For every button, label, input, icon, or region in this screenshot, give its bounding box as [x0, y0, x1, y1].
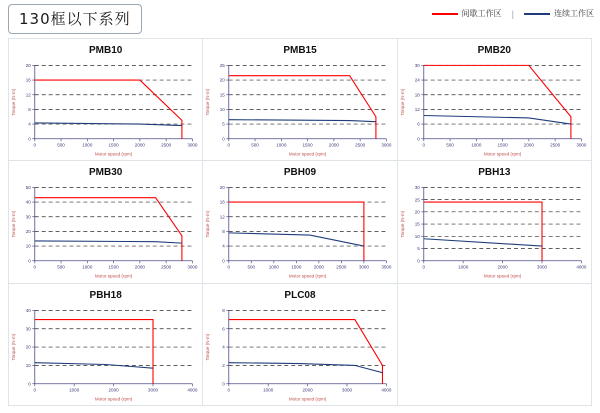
svg-text:0: 0 — [28, 381, 31, 387]
svg-text:1000: 1000 — [69, 387, 80, 393]
x-axis-label: Motor speed (rpm) — [483, 273, 521, 279]
x-axis-label: Motor speed (rpm) — [289, 151, 327, 157]
chart-cell — [9, 161, 203, 283]
x-axis-label: Motor speed (rpm) — [289, 273, 327, 279]
svg-text:500: 500 — [57, 265, 65, 271]
chart-title: PMB30 — [88, 167, 123, 179]
svg-text:1000: 1000 — [457, 265, 468, 271]
svg-text:2000: 2000 — [497, 265, 508, 271]
chart-title: PMB20 — [477, 45, 511, 56]
y-axis-label: Torque (N·m) — [205, 210, 211, 238]
svg-text:0: 0 — [227, 142, 231, 148]
svg-text:3000: 3000 — [359, 265, 370, 271]
svg-text:25: 25 — [414, 197, 420, 203]
svg-text:6: 6 — [222, 326, 226, 332]
svg-text:3500: 3500 — [381, 265, 392, 271]
svg-text:24: 24 — [414, 77, 420, 83]
chart-title: PLC08 — [284, 289, 316, 301]
svg-text:4000: 4000 — [381, 387, 392, 393]
svg-text:1500: 1500 — [291, 265, 302, 271]
svg-text:2000: 2000 — [134, 265, 145, 271]
series-intermittent — [35, 319, 153, 383]
svg-text:1000: 1000 — [82, 142, 93, 148]
svg-text:0: 0 — [33, 142, 37, 148]
series-intermittent — [423, 202, 541, 261]
svg-text:3000: 3000 — [536, 265, 547, 271]
legend-label-continuous: 连续工作区 — [554, 9, 594, 18]
svg-text:3000: 3000 — [187, 265, 198, 271]
y-axis-label: Torque (N·m) — [205, 333, 211, 361]
svg-text:1500: 1500 — [108, 142, 119, 148]
plot-area — [203, 57, 396, 161]
series-intermittent — [35, 198, 182, 261]
svg-text:2000: 2000 — [302, 387, 313, 393]
x-axis-label: Motor speed (rpm) — [289, 396, 327, 402]
chart-cell — [9, 39, 203, 161]
y-axis-label: Torque (N·m) — [10, 210, 16, 238]
svg-text:40: 40 — [25, 307, 31, 313]
svg-text:8: 8 — [28, 107, 31, 113]
svg-text:2500: 2500 — [355, 142, 366, 148]
svg-text:2500: 2500 — [336, 265, 347, 271]
series-intermittent — [423, 65, 570, 138]
svg-text:18: 18 — [414, 92, 420, 98]
legend-swatch-intermittent — [432, 13, 458, 15]
svg-text:1000: 1000 — [263, 387, 274, 393]
legend — [432, 8, 594, 19]
y-axis-label: Torque (N·m) — [10, 88, 16, 116]
series-continuous — [423, 116, 570, 125]
svg-text:20: 20 — [414, 209, 420, 215]
svg-text:16: 16 — [25, 77, 31, 83]
svg-text:0: 0 — [422, 142, 425, 148]
svg-text:1000: 1000 — [82, 265, 93, 271]
svg-text:8: 8 — [222, 229, 226, 235]
svg-text:2000: 2000 — [523, 142, 534, 148]
series-intermittent — [229, 76, 376, 139]
y-axis-label: Torque (N·m) — [10, 333, 16, 361]
svg-text:1500: 1500 — [302, 142, 313, 148]
svg-text:12: 12 — [414, 107, 420, 113]
svg-text:25: 25 — [220, 63, 226, 69]
svg-text:8: 8 — [222, 307, 226, 313]
svg-text:10: 10 — [220, 107, 226, 113]
svg-text:0: 0 — [227, 387, 231, 393]
svg-text:2000: 2000 — [108, 387, 119, 393]
svg-text:5: 5 — [222, 121, 226, 127]
chart-cell — [9, 284, 203, 406]
plot-area — [398, 179, 591, 283]
plot-area — [9, 302, 202, 406]
series-intermittent — [229, 319, 383, 383]
svg-text:30: 30 — [414, 63, 420, 69]
svg-text:1000: 1000 — [276, 142, 287, 148]
svg-text:0: 0 — [222, 258, 226, 264]
svg-text:3000: 3000 — [381, 142, 392, 148]
svg-text:1500: 1500 — [108, 265, 119, 271]
svg-text:3000: 3000 — [147, 387, 159, 393]
svg-text:2500: 2500 — [549, 142, 560, 148]
plot-area — [203, 302, 396, 406]
svg-text:0: 0 — [33, 387, 37, 393]
svg-text:2000: 2000 — [134, 142, 145, 148]
chart-title: PMB10 — [88, 45, 123, 56]
svg-text:20: 20 — [25, 344, 31, 350]
svg-text:12: 12 — [220, 214, 226, 220]
svg-text:0: 0 — [28, 136, 31, 142]
svg-text:30: 30 — [25, 214, 31, 220]
chart-cell — [203, 39, 397, 161]
chart-cell — [203, 284, 397, 406]
chart-plot — [203, 57, 396, 161]
legend-separator: | — [511, 8, 514, 19]
svg-text:12: 12 — [25, 92, 31, 98]
plot-area — [398, 57, 591, 161]
svg-text:4000: 4000 — [576, 265, 587, 271]
series-continuous — [35, 241, 182, 243]
chart-plot — [9, 57, 202, 161]
svg-text:1000: 1000 — [470, 142, 482, 148]
plot-area — [203, 179, 396, 283]
series-continuous — [423, 239, 541, 246]
legend-label-intermittent: 间歇工作区 — [461, 9, 502, 18]
legend-swatch-continuous — [524, 13, 550, 15]
x-axis-label: Motor speed (rpm) — [483, 151, 521, 157]
svg-text:20: 20 — [220, 77, 226, 83]
svg-text:20: 20 — [25, 63, 31, 69]
svg-text:0: 0 — [416, 258, 420, 264]
x-axis-label: Motor speed (rpm) — [94, 151, 133, 157]
chart-title: PBH13 — [478, 167, 511, 179]
svg-text:10: 10 — [414, 234, 420, 240]
svg-text:10: 10 — [25, 362, 31, 368]
svg-text:6: 6 — [416, 121, 420, 127]
page-header — [0, 0, 600, 34]
y-axis-label: Torque (N·m) — [205, 88, 211, 116]
svg-text:1500: 1500 — [497, 142, 508, 148]
chart-plot — [9, 302, 202, 406]
series-continuous — [229, 362, 383, 372]
x-axis-label: Motor speed (rpm) — [94, 273, 133, 279]
legend-item-continuous — [524, 8, 594, 19]
chart-plot — [203, 302, 396, 406]
chart-cell — [398, 161, 592, 283]
svg-text:3000: 3000 — [342, 387, 353, 393]
chart-cell-empty — [398, 284, 592, 406]
svg-text:2500: 2500 — [161, 265, 172, 271]
svg-text:20: 20 — [25, 229, 31, 235]
svg-text:500: 500 — [57, 142, 65, 148]
svg-text:30: 30 — [414, 185, 420, 191]
svg-text:0: 0 — [28, 258, 31, 264]
chart-title: PBH09 — [283, 167, 317, 179]
series-continuous — [229, 233, 364, 246]
svg-text:0: 0 — [416, 136, 420, 142]
chart-cell — [398, 39, 592, 161]
svg-text:1000: 1000 — [269, 265, 280, 271]
series-continuous — [229, 120, 376, 122]
plot-area — [9, 57, 202, 161]
chart-grid — [8, 38, 592, 406]
svg-text:0: 0 — [33, 265, 37, 271]
svg-text:40: 40 — [25, 200, 31, 206]
legend-item-intermittent — [432, 8, 502, 19]
svg-text:2: 2 — [222, 362, 226, 368]
x-axis-label: Motor speed (rpm) — [94, 396, 133, 402]
svg-text:0: 0 — [422, 265, 425, 271]
page-title: 130框以下系列 — [8, 4, 142, 34]
svg-text:50: 50 — [25, 185, 31, 191]
svg-text:0: 0 — [222, 381, 226, 387]
chart-cell — [203, 161, 397, 283]
svg-text:4000: 4000 — [187, 387, 198, 393]
y-axis-label: Torque (N·m) — [399, 210, 405, 238]
svg-text:10: 10 — [25, 244, 31, 250]
svg-text:15: 15 — [220, 92, 226, 98]
svg-text:500: 500 — [247, 265, 256, 271]
svg-text:2000: 2000 — [329, 142, 340, 148]
chart-plot — [398, 57, 591, 161]
svg-text:4: 4 — [28, 121, 31, 127]
chart-plot — [203, 179, 396, 283]
svg-text:0: 0 — [227, 265, 231, 271]
svg-text:500: 500 — [251, 142, 260, 148]
svg-text:5: 5 — [416, 246, 420, 252]
chart-plot — [9, 179, 202, 283]
svg-text:3000: 3000 — [187, 142, 198, 148]
svg-text:2500: 2500 — [161, 142, 172, 148]
chart-title: PBH18 — [89, 289, 122, 301]
svg-text:15: 15 — [414, 222, 420, 228]
svg-text:4: 4 — [222, 244, 226, 250]
chart-title: PMB15 — [283, 45, 317, 56]
svg-text:3000: 3000 — [576, 142, 587, 148]
svg-text:500: 500 — [445, 142, 454, 148]
y-axis-label: Torque (N·m) — [399, 88, 405, 116]
plot-area — [9, 179, 202, 283]
svg-text:2000: 2000 — [314, 265, 325, 271]
svg-text:0: 0 — [222, 136, 226, 142]
svg-text:20: 20 — [220, 185, 226, 191]
svg-text:16: 16 — [220, 200, 226, 206]
svg-text:4: 4 — [222, 344, 226, 350]
chart-plot — [398, 179, 591, 283]
svg-text:30: 30 — [25, 326, 31, 332]
